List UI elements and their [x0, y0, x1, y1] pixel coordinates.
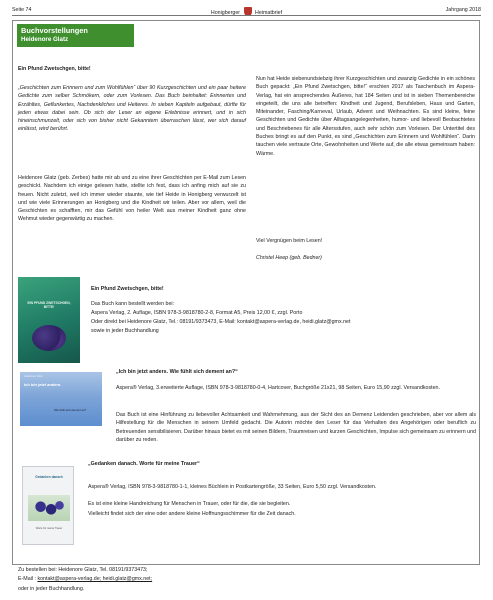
book2-publisher-info: Aspera® Verlag, 3.erweiterte Auflage, ISBN 978-3-9818780-0-4, Hartcover, Buchgröße 21x21, 98 Seiten, Euro 15,90 zzgl. Versandkosten.: [116, 385, 440, 391]
book3-description-1: Es ist eine kleine Handreichung für Menschen in Trauer, oder für die, die sie begleiten.: [88, 501, 291, 507]
book1-bookstore: sowie in jeder Buchhandlung: [91, 328, 159, 334]
book-cover-title: Ich bin jetzt anders.: [24, 382, 62, 387]
book2-description: Das Buch ist eine Hinführung zu liebevoller Achtsamkeit und Wahrnehmung, aus der Sicht des an Demenz Leidenden geschrieben, aber vor allem als Hilfestellung für die Menschen in seinem Umfeld gedacht. Die Autorin möchte den Leser für das Verhalten des Angehörigen oder beruflich zu Betreuenden sensibilisieren. Darüber hinaus bietet es mit seinen Bildern, Traumreisen und kurzen Geschichten, Impulse sich gemeinsam zu erinnern und darüber zu reden.: [116, 412, 476, 443]
order-line-2: [18, 575, 318, 583]
book3-publisher-info: Aspera® Verlag, ISBN 978-3-9818780-1-1, kleines Büchlein in Postkartengröße, 33 Seiten, Euro 5,50 zzgl. Versandkosten.: [88, 484, 377, 490]
order-email-label: E-Mail :: [18, 576, 36, 582]
book3-description-2: Vielleicht findet sich der eine oder andere kleine Hoffnungsschimmer für die Zeit danach.: [88, 511, 296, 517]
book1-order-label: Das Buch kann bestellt werden bei:: [91, 301, 175, 307]
order-email-links[interactable]: kontakt@aspera-verlag.de; heidi.glatz@gmx.net;: [37, 576, 153, 582]
book1-publisher-info: Aspera Verlag, 2. Auflage, ISBN 978-3-9818780-2-8, Format A5, Preis 12,00 €, zzgl. Porto: [91, 310, 303, 316]
page-number: Seite 74: [12, 7, 32, 13]
book1-direct-order: Oder direkt bei Heidenore Glatz, Tel.: 08191/9373473, E-Mail: kontakt@aspera-verlag.de, heidi.glatz@gmx.net: [91, 319, 351, 325]
book1-heading: Ein Pfund Zwetschgen, bitte!: [91, 286, 164, 292]
section-banner: [17, 24, 134, 47]
berries-image: [28, 495, 70, 521]
book-cover-dement: [20, 372, 102, 426]
book-cover-subtitle: Worte für meine Trauer: [35, 527, 63, 530]
book2-heading: „Ich bin jetzt anders. Wie fühlt sich dement an?“: [116, 369, 238, 375]
order-line-3: oder in jeder Buchhandlung.: [18, 586, 85, 592]
plums-image: [32, 325, 66, 351]
book-cover-title: EIN PFUND ZWETSCHGEN, BITTE!: [27, 301, 71, 310]
order-line-1: Zu bestellen bei: Heidenore Glatz, Tel. 08191/9373473;: [18, 567, 148, 573]
article-paragraph-1: Heidenore Glatz (geb. Zerbes) hatte mir ab und zu eine ihrer Geschichten per E-Mail zum Lesen geschickt. Nachdem ich einige gelesen hatte, stellte ich fest, dass ich anfing mich auf sie zu freuen. Nicht zuletzt, weil ich immer wieder staunte, wie tief Heide in Honigberg verwurzelt ist und wie viele Erinnerungen an Honigberg und die Kindheit wir teilen. Aber vor allem, weil die Geschichten es schafften, mir das Gefühl von heiler Welt aus meiner Kindheit ganz ohne Wehmut wieder gegenwärtig zu machen.: [18, 175, 246, 223]
book-cover-author: Heidenore Glatz: [24, 375, 43, 378]
book-cover-subtitle: Wie fühlt sich dement an?: [54, 408, 87, 412]
article-paragraph-2: Nun hat Heide siebenundsiebzig ihrer Kurzgeschichten und zwanzig Gedichte in ein schönes Buch gepackt: „Ein Pfund Zwetschgen, bitte!“ erschien 2017 als Taschenbuch im Aspera-Verlag, hat ein ansprechendes Äußeres, hat 184 Seiten und ist in sieben Themenbereiche eingeteilt, die uns alle betreffen: Kindheit und Jugend, Berufsleben, Haus und Garten, Miteinander, Fasching/Karneval, Urlaub, Advent und Weihnachten. Es sind kleine, feine Geschichten und Gedichte über Alltagsangelegenheiten, humor- und liebevoll Beobachtetes und Beschriebenes für alle Altersstufen, auch sehr schön zum Vorlesen. Der Untertitel des Buches bringt es auf den Punkt, es sind „Geschichten zum Erinnern und Wohlfühlen“. Darin tauchen viele vertraute Orte, Gewohnheiten und Werte auf, die alle etwas gemeinsam haben: Wärme.: [256, 76, 475, 157]
year-label: Jahrgang 2018: [445, 7, 481, 13]
book3-heading: „Gedanken danach. Worte für meine Trauer“: [88, 461, 200, 467]
page-header: [12, 4, 481, 16]
book-cover-zwetschgen: [18, 277, 80, 363]
section-author: Heidenore Glatz: [21, 36, 69, 43]
magazine-title-right: Heimatbrief: [255, 10, 283, 16]
book-cover-title: Gedanken danach: [35, 475, 63, 479]
section-title: Buchvorstellungen: [21, 26, 88, 35]
book-cover-gedanken: [22, 466, 74, 545]
magazine-title-left: Honigberger: [210, 10, 241, 16]
article-heading: Ein Pfund Zwetschgen, bitte!: [18, 66, 91, 72]
article-quote: „Geschichten zum Erinnern und zum Wohlfühlen“ über 90 Kurzgeschichten und ein paar heitere Gedichte zum selber Schmökern, oder zum Vorlesen. Das Buch beinhaltet: Erinnertes und Erzähltes, Geflunkertes, Nachdenkliches und Heiteres. In sieben Kapiteln aufgebaut, dürfte für jeden etwas dabei sein. Ob sich der Leser an eigene Erlebnisse erinnert, und in sich hineinschmunzelt, oder sich von bisher nicht Gekanntem überraschen lässt, wer sich darauf einlässt, wird berührt.: [18, 85, 246, 133]
article-closing: Viel Vergnügen beim Lesen!: [256, 238, 323, 244]
article-signature: Christel Heep (geb. Bedner): [256, 255, 322, 261]
header-divider: [12, 15, 481, 16]
